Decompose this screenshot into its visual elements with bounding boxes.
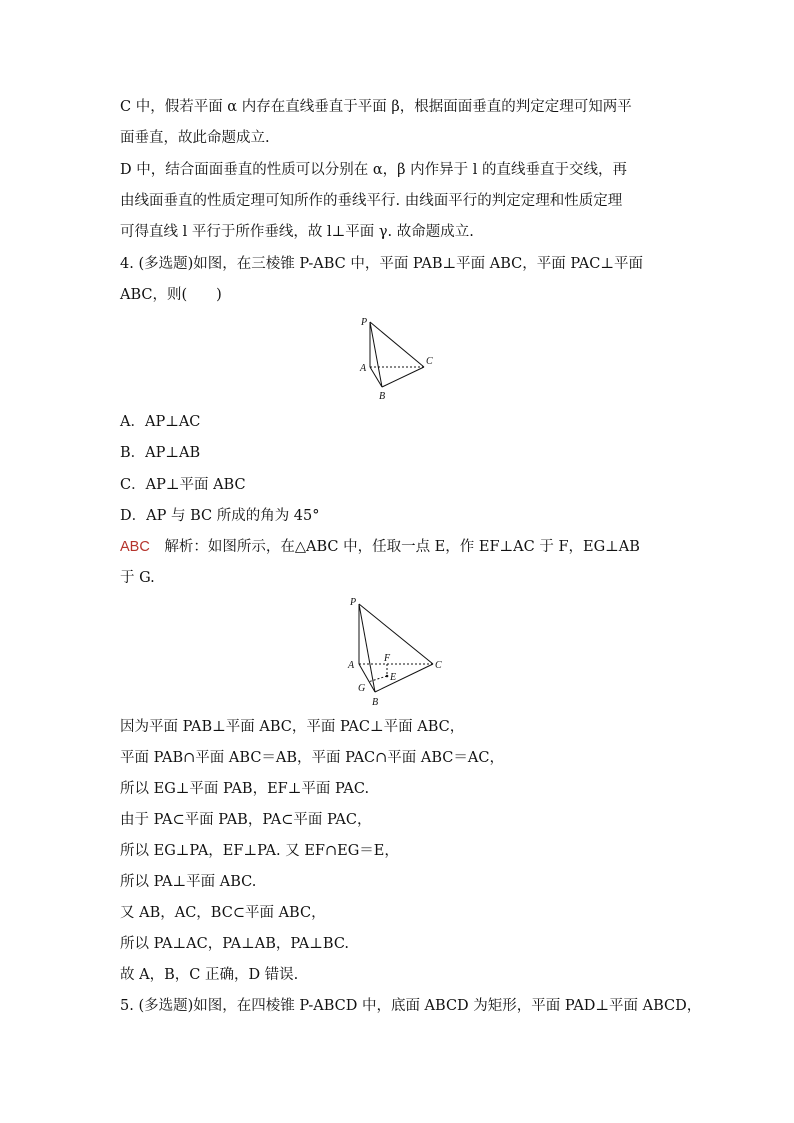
- question-4-stem: 4. (多选题)如图，在三棱锥 P-ABC 中，平面 PAB⊥平面 ABC，平面 PAC⊥平面: [120, 256, 643, 272]
- solution-step: 由于 PA⊂平面 PAB，PA⊂平面 PAC，: [120, 812, 372, 828]
- edge-BC: [382, 367, 424, 387]
- label-P: P: [350, 597, 357, 608]
- edge-PC: [359, 604, 433, 664]
- solution-text: 解析：如图所示，在△ABC 中，任取一点 E，作 EF⊥AC 于 F，EG⊥AB: [149, 539, 640, 555]
- label-P: P: [361, 317, 368, 328]
- label-G: G: [358, 683, 366, 694]
- solution-step: 因为平面 PAB⊥平面 ABC，平面 PAC⊥平面 ABC，: [120, 719, 465, 735]
- point-E: [386, 675, 389, 678]
- question-5-stem: 5. (多选题)如图，在四棱锥 P-ABCD 中，底面 ABCD 为矩形，平面 PAD⊥平面 ABCD，: [120, 998, 702, 1014]
- text-line: C 中，假若平面 α 内存在直线垂直于平面 β，根据面面垂直的判定定理可知两平: [120, 99, 632, 115]
- option-a: A．AP⊥AC: [120, 414, 201, 430]
- option-c: C．AP⊥平面 ABC: [120, 477, 246, 493]
- label-F: F: [384, 653, 391, 664]
- option-b: B．AP⊥AB: [120, 445, 201, 461]
- text-line: 面垂直，故此命题成立.: [120, 130, 270, 146]
- solution-line: 于 G.: [120, 570, 155, 586]
- solution-step: 所以 PA⊥平面 ABC.: [120, 874, 257, 890]
- solution-step: 所以 EG⊥PA，EF⊥PA. 又 EF∩EG＝E，: [120, 843, 399, 859]
- label-E: E: [390, 672, 397, 683]
- question-4-stem: ABC，则( ): [120, 287, 222, 303]
- label-B: B: [379, 391, 386, 402]
- solution-line: [120, 537, 640, 557]
- edge-BC: [375, 664, 433, 692]
- label-A: A: [348, 660, 355, 671]
- solution-step: 所以 EG⊥平面 PAB，EF⊥平面 PAC.: [120, 781, 370, 797]
- solution-step: 平面 PAB∩平面 ABC＝AB，平面 PAC∩平面 ABC＝AC，: [120, 750, 504, 766]
- solution-step: 故 A，B，C 正确，D 错误.: [120, 967, 299, 983]
- text-line: D 中，结合面面垂直的性质可以分别在 α，β 内作异于 l 的直线垂直于交线，再: [120, 162, 627, 178]
- pyramid-figure-2: [342, 594, 452, 709]
- text-line: 由线面垂直的性质定理可知所作的垂线平行. 由线面平行的判定定理和性质定理: [120, 193, 623, 209]
- pyramid-figure-1: [350, 312, 450, 404]
- label-C: C: [426, 356, 433, 367]
- segment-EG: [368, 676, 387, 682]
- solution-step: 所以 PA⊥AC，PA⊥AB，PA⊥BC.: [120, 936, 350, 952]
- text-line: 可得直线 l 平行于所作垂线，故 l⊥平面 γ. 故命题成立.: [120, 224, 474, 240]
- label-A: A: [360, 363, 367, 374]
- solution-step: 又 AB，AC，BC⊂平面 ABC，: [120, 905, 326, 921]
- label-B: B: [372, 697, 379, 708]
- option-d: D．AP 与 BC 所成的角为 45°: [120, 508, 320, 524]
- edge-PC: [370, 322, 424, 367]
- label-C: C: [435, 660, 442, 671]
- answer-key: ABC: [120, 539, 150, 555]
